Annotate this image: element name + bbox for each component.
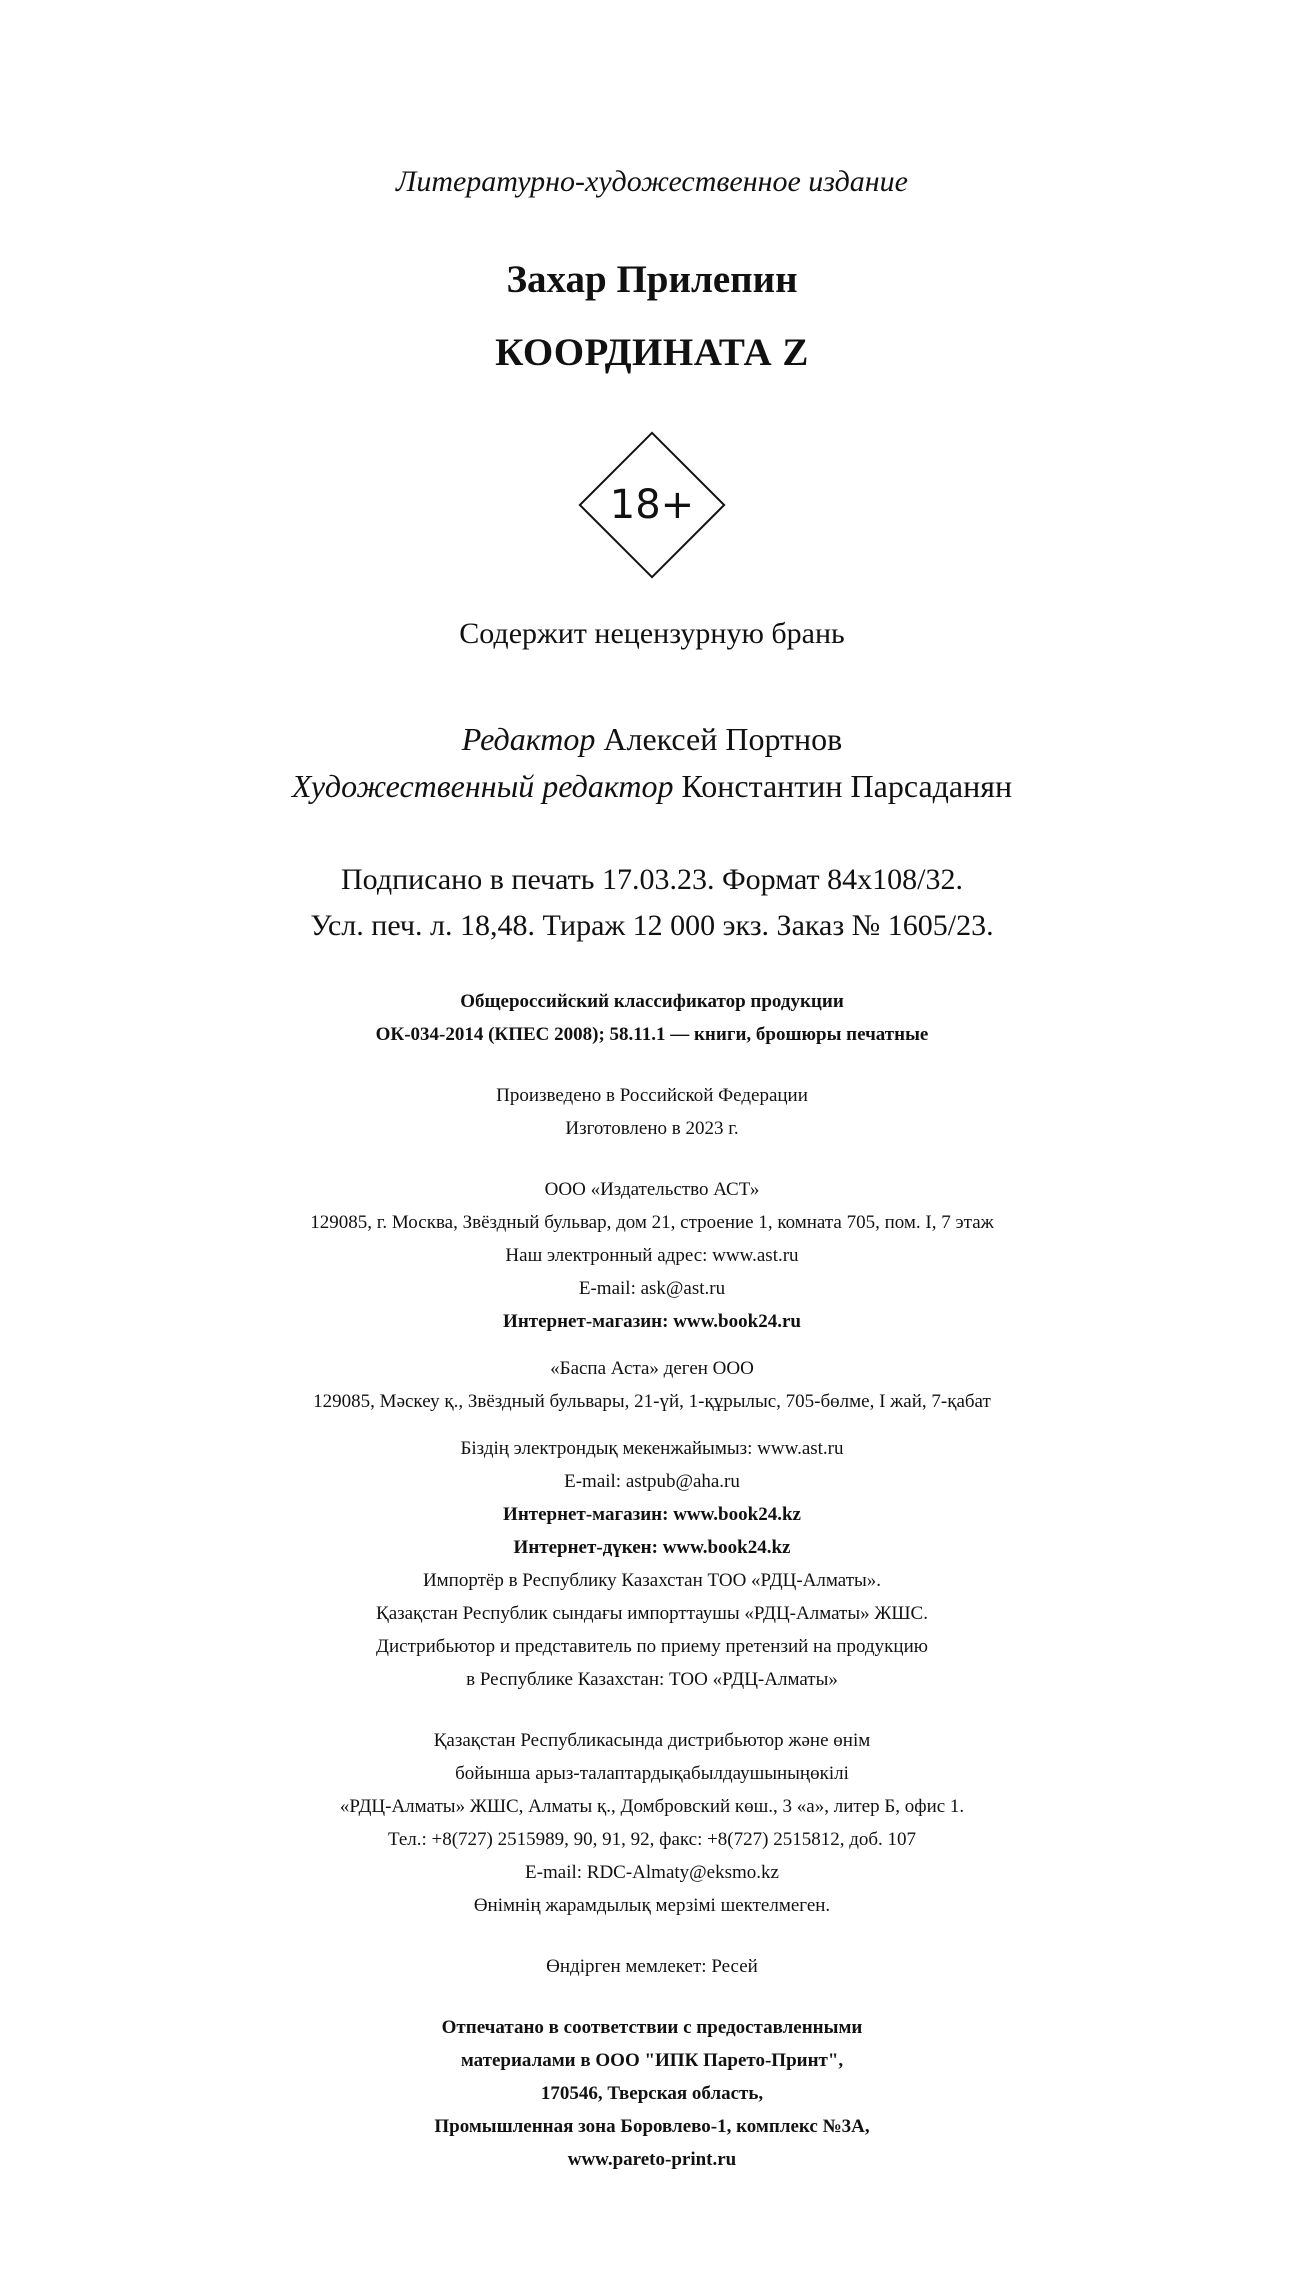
art-editor-name: Константин Парсаданян [681, 768, 1013, 804]
publisher-ru-block [0, 1173, 1304, 1338]
publisher-shop: Интернет-магазин: www.book24.ru [503, 1311, 801, 1332]
production-line: Изготовлено в 2023 г. [565, 1118, 739, 1139]
production-block [0, 1079, 1304, 1145]
art-editor-role: Художественный редактор [291, 768, 674, 804]
editor-name: Алексей Портнов [603, 721, 843, 757]
printer-line: 170546, Тверская область, [540, 2083, 764, 2104]
country-line: Өндірген мемлекет: Ресей [546, 1956, 758, 1977]
editor-role: Редактор [461, 721, 596, 757]
book-title: КООРДИНАТА Z [495, 331, 809, 374]
distributor-line: Қазақстан Республикасында дистрибьютор және өнім [433, 1730, 871, 1751]
distributor-line: Өнімнің жарамдылық мерзімі шектелмеген. [473, 1895, 831, 1916]
publisher-kz-line: «Баспа Аста» деген ООО [550, 1358, 754, 1379]
distributor-line: E-mail: RDC-Almaty@eksmo.kz [525, 1862, 779, 1883]
content-warning: Содержит нецензурную брань [459, 617, 845, 650]
kz-shop: Интернет-магазин: www.book24.kz [503, 1504, 801, 1525]
classifier-line: ОК-034-2014 (КПЕС 2008); 58.11.1 — книги, брошюры печатные [375, 1024, 929, 1045]
kz-email: E-mail: astpub@aha.ru [564, 1471, 740, 1492]
printer-line: Промышленная зона Боровлево-1, комплекс №3А, [434, 2116, 870, 2137]
production-line: Произведено в Российской Федерации [496, 1085, 808, 1106]
importer-line: Дистрибьютор и представитель по приему претензий на продукцию [376, 1636, 928, 1657]
editors-block [0, 721, 1304, 805]
importer-line: Импортёр в Республику Казахстан ТОО «РДЦ-Алматы». [422, 1570, 882, 1591]
kz-shop: Интернет-дүкен: www.book24.kz [513, 1537, 791, 1558]
publisher-line: ООО «Издательство АСТ» [544, 1179, 760, 1200]
distributor-kz-block [0, 1724, 1304, 1922]
editor-line [0, 721, 1304, 758]
distributor-line: бойынша арыз-талаптардықабылдаушыныңөкілі [455, 1763, 849, 1784]
print-info-block [0, 863, 1304, 943]
print-info-line: Подписано в печать 17.03.23. Формат 84x108/32. [341, 863, 963, 896]
printer-line: Отпечатано в соответствии с предоставленными [441, 2017, 863, 2038]
publisher-email: E-mail: ask@ast.ru [578, 1278, 726, 1299]
publisher-kz-address: 129085, Мәскеу қ., Звёздный бульвары, 21-үй, 1-құрылыс, 705-бөлме, I жай, 7-қабат [313, 1391, 991, 1412]
importer-line: в Республике Казахстан: ТОО «РДЦ-Алматы» [466, 1669, 838, 1690]
art-editor-line [0, 768, 1304, 805]
kz-website: Біздің электрондық мекенжайымыз: www.ast.ru [460, 1438, 844, 1459]
publisher-kz-block [0, 1352, 1304, 1418]
age-rating-badge [572, 425, 732, 585]
edition-type: Литературно-художественное издание [396, 165, 908, 198]
publisher-address: 129085, г. Москва, Звёздный бульвар, дом 21, строение 1, комната 705, пом. I, 7 этаж [310, 1212, 994, 1233]
distributor-line: Тел.: +8(727) 2515989, 90, 91, 92, факс: +8(727) 2515812, доб. 107 [387, 1829, 917, 1850]
printer-block [0, 2011, 1304, 2176]
kz-contacts-block [0, 1432, 1304, 1696]
importer-line: Қазақстан Республик сындағы импорттаушы «РДЦ-Алматы» ЖШС. [376, 1603, 928, 1624]
print-info-line: Усл. печ. л. 18,48. Тираж 12 000 экз. Заказ № 1605/23. [310, 909, 994, 942]
printer-line: материалами в ООО "ИПК Парето-Принт", [460, 2050, 844, 2071]
age-rating-text: 18+ [609, 482, 695, 528]
author-name: Захар Прилепин [506, 258, 798, 301]
publisher-website: Наш электронный адрес: www.ast.ru [505, 1245, 799, 1266]
classifier-line: Общероссийский классификатор продукции [460, 991, 844, 1012]
distributor-line: «РДЦ-Алматы» ЖШС, Алматы қ., Домбровский көш., 3 «а», литер Б, офис 1. [339, 1796, 965, 1817]
classifier-block [0, 985, 1304, 1051]
printer-website: www.pareto-print.ru [567, 2149, 737, 2170]
